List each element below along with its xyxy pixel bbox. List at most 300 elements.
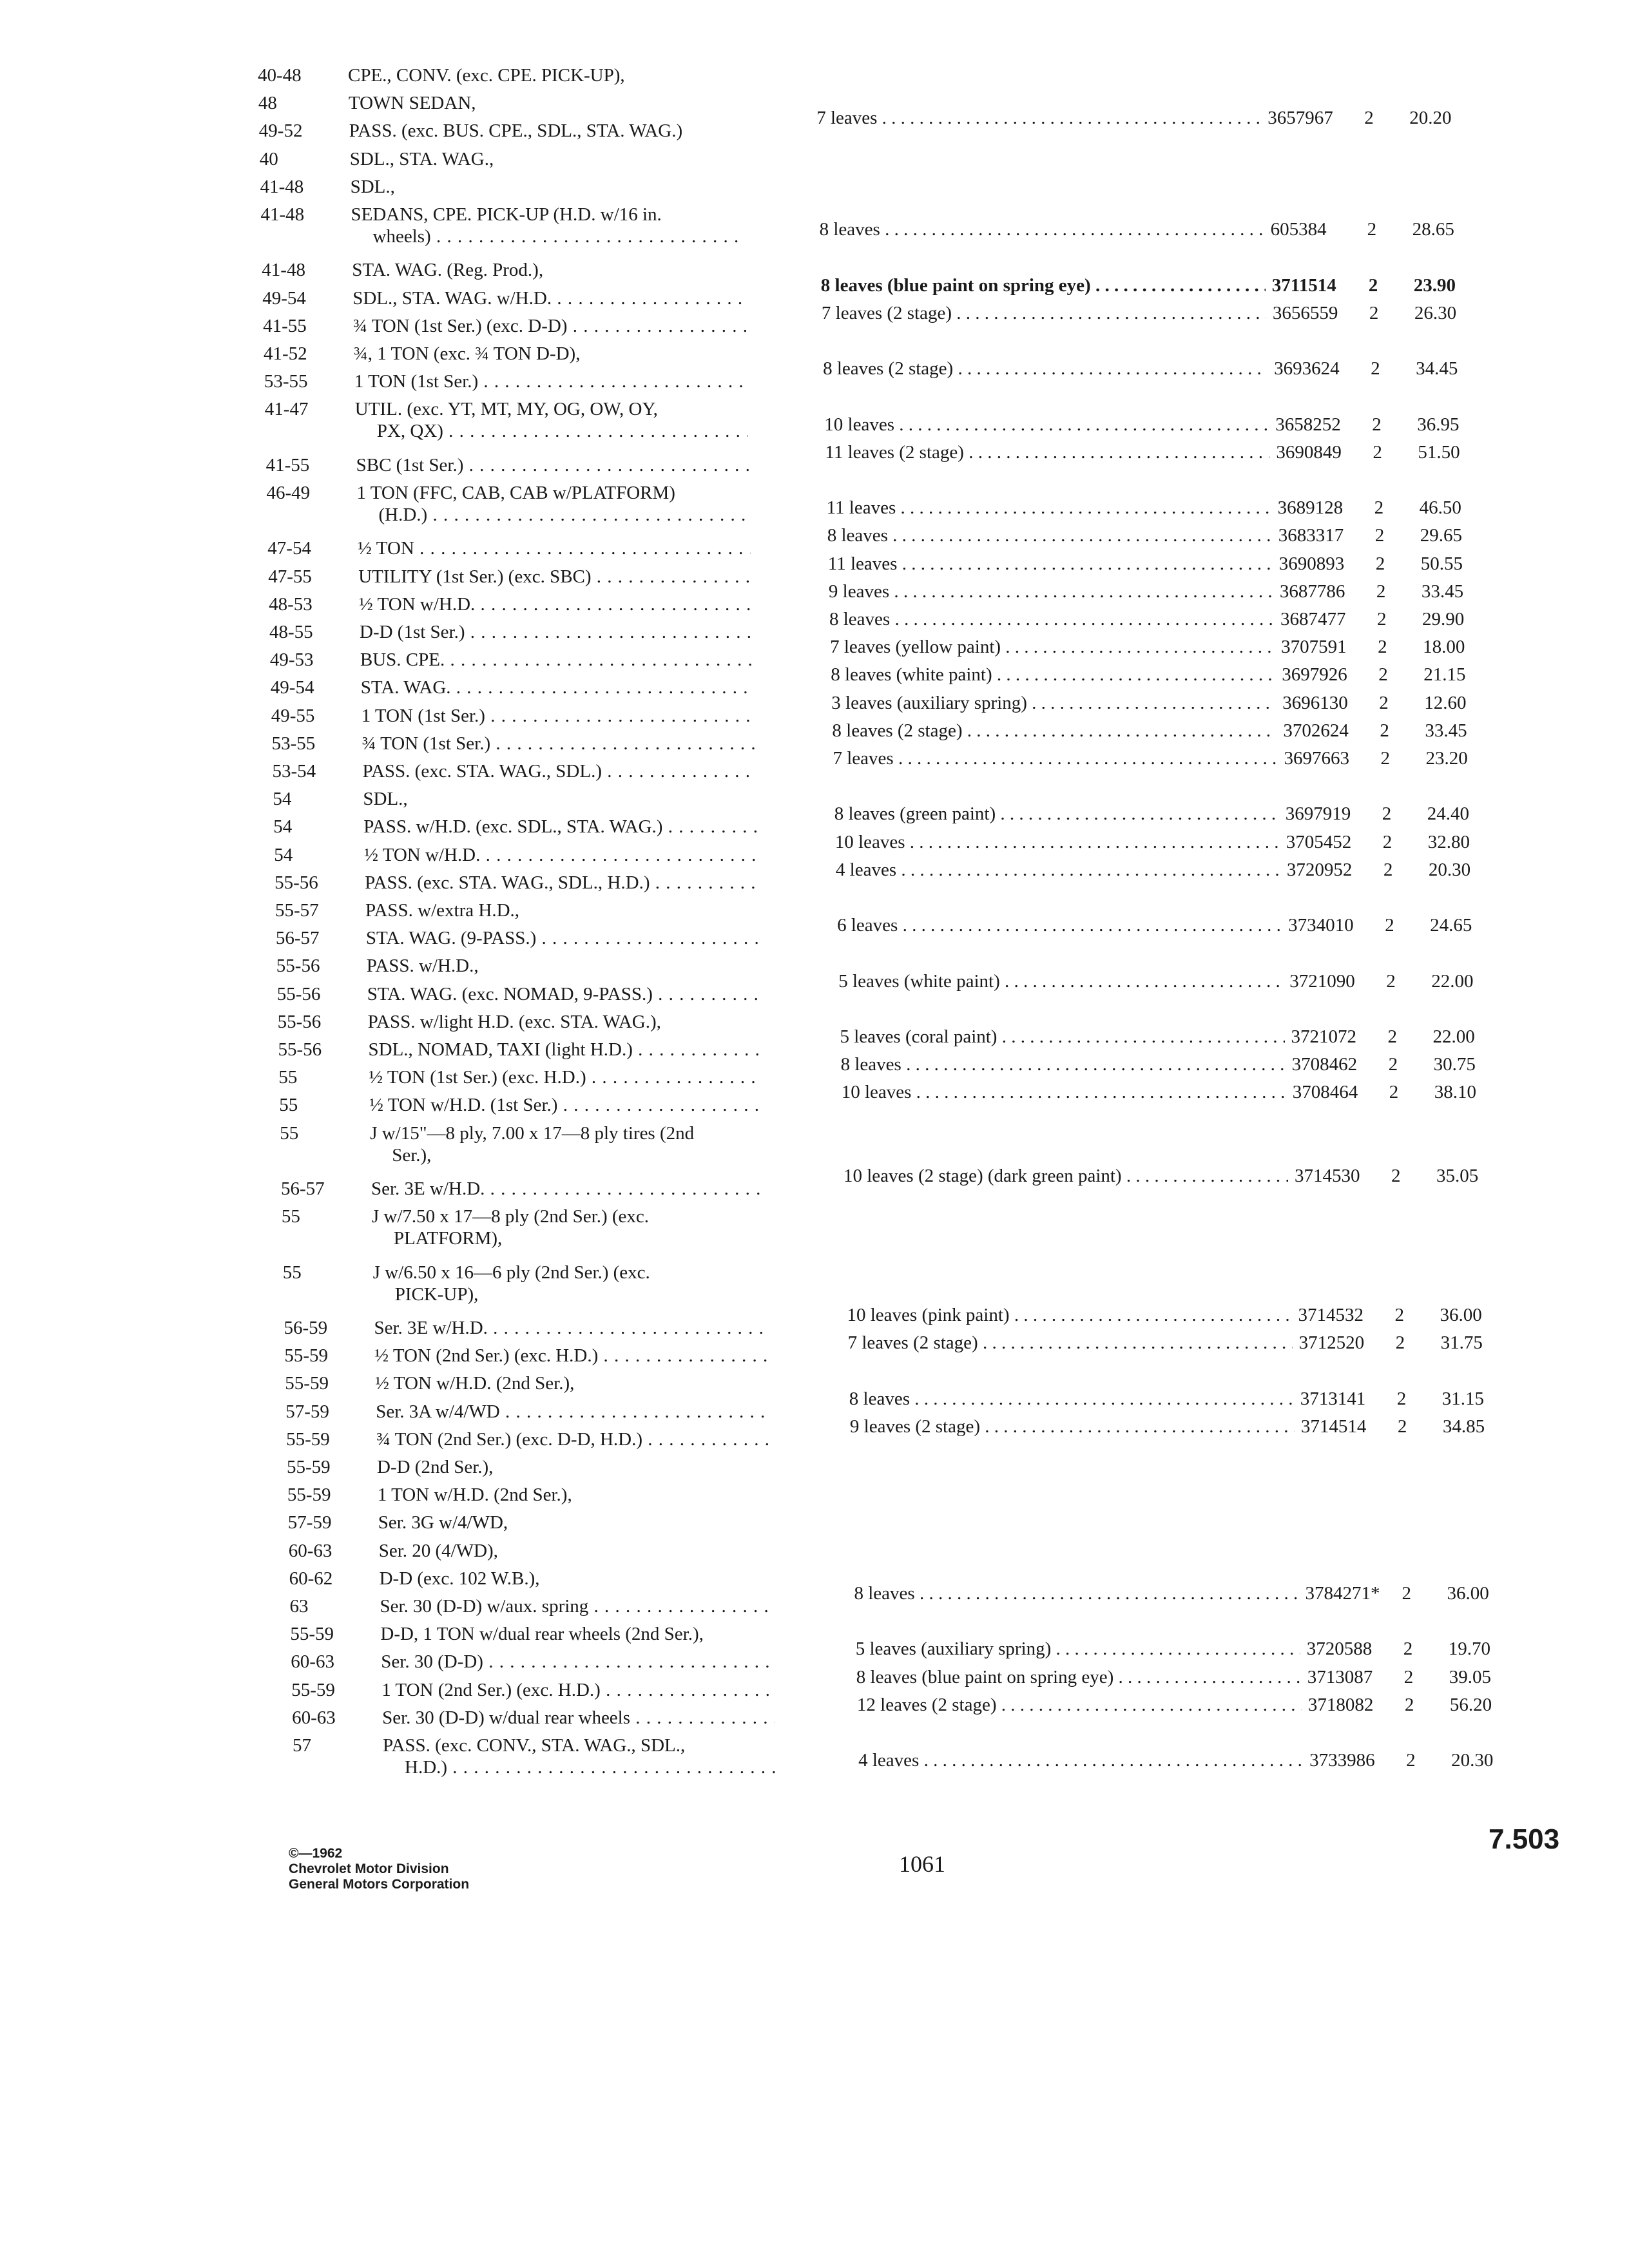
application-description bbox=[377, 1456, 770, 1478]
application-description bbox=[362, 733, 755, 754]
application-description bbox=[354, 343, 747, 365]
model-years: 40 bbox=[259, 148, 278, 169]
leader-dots bbox=[653, 984, 760, 1004]
leader-dots bbox=[483, 1651, 774, 1672]
model-years: 55-56 bbox=[278, 1039, 322, 1060]
spring-description bbox=[858, 1749, 1303, 1771]
leader-dots bbox=[414, 538, 751, 559]
application-description bbox=[380, 1595, 773, 1617]
application-text: D-D (2nd Ser.), bbox=[377, 1457, 494, 1477]
spring-leaves: 10 leaves bbox=[834, 831, 905, 852]
application-row bbox=[279, 1094, 795, 1122]
quantity: 2 bbox=[1385, 915, 1394, 936]
application-description bbox=[378, 1512, 771, 1533]
application-description bbox=[374, 1345, 767, 1367]
quantity: 2 bbox=[1378, 664, 1388, 686]
part-row bbox=[835, 831, 1492, 859]
spring-leaves: 4 leaves bbox=[835, 859, 897, 880]
application-text: STA. WAG. (9-PASS.) bbox=[365, 928, 537, 949]
application-text: ½ TON w/H.D. (2nd Ser.), bbox=[375, 1373, 575, 1394]
spring-leaves: 7 leaves (2 stage) bbox=[847, 1332, 978, 1354]
application-description bbox=[358, 566, 751, 588]
model-years: 53-54 bbox=[272, 761, 316, 782]
leader-dots bbox=[952, 303, 1266, 323]
part-row bbox=[831, 664, 1488, 691]
leader-dots bbox=[500, 1401, 769, 1422]
spring-leaves: 5 leaves (white paint) bbox=[838, 970, 1000, 992]
model-years: 56-57 bbox=[275, 928, 320, 949]
model-years: 60-62 bbox=[289, 1568, 333, 1589]
application-text: SDL., NOMAD, TAXI (light H.D.) bbox=[368, 1039, 633, 1060]
page-number: 1061 bbox=[899, 1851, 945, 1877]
leader-dots bbox=[889, 581, 1273, 602]
model-years: 49-53 bbox=[269, 649, 314, 671]
application-text: PASS. w/H.D. (exc. SDL., STA. WAG.) bbox=[363, 816, 663, 838]
spring-description bbox=[828, 553, 1273, 575]
leader-dots bbox=[1027, 693, 1276, 713]
leader-dots bbox=[910, 1389, 1294, 1409]
application-row bbox=[284, 1317, 800, 1345]
price: 36.00 bbox=[1447, 1583, 1489, 1604]
application-text: ¾, 1 TON (exc. ¾ TON D-D), bbox=[354, 343, 581, 364]
model-years: 55-57 bbox=[275, 900, 319, 921]
application-description bbox=[381, 1679, 775, 1701]
part-row bbox=[850, 1416, 1507, 1443]
leader-dots bbox=[465, 622, 753, 642]
model-years: 63 bbox=[289, 1596, 309, 1617]
application-description bbox=[363, 816, 757, 838]
application-description bbox=[355, 398, 748, 442]
spring-description bbox=[834, 803, 1279, 825]
leader-dots bbox=[1051, 1639, 1300, 1659]
application-description bbox=[380, 1568, 773, 1590]
model-years: 48-53 bbox=[269, 593, 313, 615]
quantity: 2 bbox=[1374, 525, 1385, 546]
price: 19.70 bbox=[1448, 1639, 1490, 1660]
spring-description bbox=[854, 1582, 1299, 1604]
model-years: 54 bbox=[273, 816, 293, 838]
part-row bbox=[857, 1694, 1514, 1722]
model-years: 54 bbox=[274, 844, 293, 865]
application-description bbox=[372, 1206, 765, 1249]
model-years: 41-48 bbox=[260, 176, 304, 197]
application-row bbox=[263, 315, 778, 343]
model-years: 54 bbox=[273, 789, 292, 810]
spring-leaves: 8 leaves bbox=[819, 219, 880, 240]
application-description bbox=[361, 677, 754, 698]
application-text: STA. WAG. (Reg. Prod.), bbox=[352, 260, 544, 281]
leader-dots bbox=[586, 1067, 762, 1088]
price: 20.20 bbox=[1409, 108, 1452, 129]
model-years: 49-52 bbox=[258, 120, 303, 142]
spring-description bbox=[831, 692, 1276, 714]
application-text-continued: Ser.), bbox=[392, 1144, 432, 1166]
part-number: 3697926 bbox=[1282, 664, 1347, 686]
spring-description bbox=[838, 970, 1283, 992]
application-description bbox=[357, 482, 750, 526]
application-row bbox=[289, 1540, 804, 1568]
leader-dots bbox=[997, 1695, 1302, 1715]
part-row bbox=[829, 608, 1487, 636]
application-text: ½ TON w/H.D. bbox=[359, 593, 476, 615]
quantity: 2 bbox=[1391, 1166, 1401, 1186]
price: 39.05 bbox=[1449, 1666, 1492, 1687]
quantity: 2 bbox=[1389, 1082, 1399, 1103]
application-description bbox=[349, 92, 742, 114]
part-number: 3734010 bbox=[1288, 915, 1354, 936]
spring-description bbox=[842, 1081, 1286, 1103]
spring-description bbox=[821, 274, 1266, 296]
application-text: PASS. w/extra H.D., bbox=[365, 900, 520, 921]
part-number: 3713087 bbox=[1307, 1666, 1373, 1687]
application-text: ¾ TON (1st Ser.) bbox=[361, 733, 491, 754]
quantity: 2 bbox=[1382, 803, 1392, 825]
application-row bbox=[288, 1512, 804, 1539]
application-text: PASS. (exc. STA. WAG., SDL., H.D.) bbox=[365, 872, 650, 893]
application-description bbox=[374, 1317, 767, 1339]
quantity: 2 bbox=[1386, 970, 1396, 992]
application-description bbox=[356, 454, 749, 476]
application-text: ½ TON bbox=[358, 538, 414, 559]
application-description bbox=[366, 927, 759, 949]
part-number: 3696130 bbox=[1282, 692, 1348, 713]
application-row bbox=[258, 64, 773, 92]
spring-leaves: 10 leaves (pink paint) bbox=[847, 1305, 1010, 1325]
application-description bbox=[383, 1735, 776, 1778]
spring-leaves: 8 leaves bbox=[854, 1583, 915, 1604]
application-row bbox=[268, 566, 784, 593]
spring-leaves: 8 leaves (2 stage) bbox=[823, 358, 954, 380]
part-row bbox=[825, 441, 1482, 469]
application-text: 1 TON (2nd Ser.) (exc. H.D.) bbox=[381, 1679, 601, 1700]
leader-dots bbox=[475, 594, 752, 615]
application-text: ¾ TON (2nd Ser.) (exc. D-D, H.D.) bbox=[376, 1428, 643, 1450]
corporation-name: General Motors Corporation bbox=[289, 1877, 470, 1892]
application-text: J w/15"—8 ply, 7.00 x 17—8 ply tires (2nd bbox=[370, 1122, 695, 1144]
leader-dots bbox=[598, 1345, 767, 1366]
spring-leaves: 7 leaves (2 stage) bbox=[821, 302, 952, 323]
application-text-continued: H.D.) bbox=[405, 1757, 448, 1778]
price: 36.95 bbox=[1417, 414, 1460, 435]
application-text: ½ TON (2nd Ser.) (exc. H.D.) bbox=[374, 1345, 599, 1367]
quantity: 2 bbox=[1364, 108, 1374, 129]
leader-dots bbox=[1113, 1667, 1301, 1687]
quantity: 2 bbox=[1406, 1750, 1416, 1771]
application-description bbox=[360, 649, 753, 671]
part-number: 3714530 bbox=[1295, 1166, 1360, 1186]
price: 20.30 bbox=[1451, 1750, 1494, 1771]
part-number: 3707591 bbox=[1281, 637, 1347, 658]
price: 30.75 bbox=[1433, 1054, 1476, 1075]
application-text: SDL., bbox=[363, 789, 408, 810]
spring-description bbox=[833, 747, 1278, 769]
spring-description bbox=[832, 720, 1277, 742]
application-row bbox=[262, 287, 778, 315]
application-description bbox=[381, 1651, 774, 1673]
price: 22.00 bbox=[1432, 1026, 1475, 1047]
model-years: 41-48 bbox=[260, 204, 305, 225]
application-description bbox=[353, 315, 746, 337]
application-text: 1 TON (1st Ser.) bbox=[354, 371, 479, 392]
price: 22.00 bbox=[1431, 970, 1474, 992]
price: 12.60 bbox=[1424, 692, 1467, 713]
part-number: 3689128 bbox=[1277, 497, 1344, 519]
application-row bbox=[293, 1735, 808, 1790]
leader-dots bbox=[642, 1429, 769, 1450]
application-text-continued: PLATFORM), bbox=[393, 1228, 503, 1249]
spring-description bbox=[857, 1694, 1302, 1716]
division-name: Chevrolet Motor Division bbox=[289, 1861, 449, 1876]
application-text: UTILITY (1st Ser.) (exc. SBC) bbox=[358, 566, 592, 587]
part-row bbox=[820, 218, 1477, 246]
price: 36.00 bbox=[1440, 1305, 1482, 1325]
model-years: 55 bbox=[281, 1206, 300, 1227]
application-text: Ser. 3A w/4/WD bbox=[376, 1401, 500, 1422]
part-number: 3711514 bbox=[1271, 274, 1336, 296]
application-text: ½ TON (1st Ser.) (exc. H.D.) bbox=[369, 1067, 586, 1088]
leader-dots bbox=[896, 497, 1271, 518]
application-row bbox=[291, 1651, 806, 1678]
application-text: UTIL. (exc. YT, MT, MY, OG, OW, OY, bbox=[354, 399, 658, 420]
application-row bbox=[275, 872, 790, 899]
part-row bbox=[854, 1582, 1512, 1610]
spring-leaves: 8 leaves (white paint) bbox=[831, 664, 992, 686]
price: 29.65 bbox=[1420, 525, 1462, 546]
spring-description bbox=[829, 608, 1274, 630]
part-number: 3721090 bbox=[1289, 970, 1355, 992]
application-text: SDL., STA. WAG., bbox=[349, 148, 494, 169]
model-years: 53-55 bbox=[264, 371, 308, 392]
application-text: D-D (exc. 102 W.B.), bbox=[379, 1568, 540, 1589]
part-row bbox=[824, 414, 1481, 441]
part-row bbox=[841, 1053, 1498, 1081]
application-text: PASS. (exc. STA. WAG., SDL.) bbox=[362, 761, 602, 782]
application-text: SEDANS, CPE. PICK-UP (H.D. w/16 in. bbox=[351, 204, 662, 225]
model-years: 57-59 bbox=[287, 1512, 332, 1533]
spring-description bbox=[856, 1638, 1300, 1660]
application-text: TOWN SEDAN, bbox=[348, 93, 476, 114]
spring-leaves: 10 leaves bbox=[841, 1082, 912, 1103]
leader-dots bbox=[480, 845, 757, 865]
price: 35.05 bbox=[1436, 1166, 1479, 1186]
spring-description bbox=[830, 636, 1275, 658]
spring-leaves: 8 leaves bbox=[849, 1388, 911, 1409]
spring-leaves: 7 leaves bbox=[816, 108, 878, 129]
application-text: Ser. 3E w/H.D. bbox=[374, 1318, 488, 1338]
spring-description bbox=[816, 107, 1261, 129]
application-text: 1 TON w/H.D. (2nd Ser.), bbox=[377, 1485, 572, 1506]
quantity: 2 bbox=[1377, 609, 1387, 629]
application-description bbox=[369, 1094, 762, 1116]
spring-leaves: 8 leaves (2 stage) bbox=[832, 720, 963, 741]
application-description bbox=[351, 176, 744, 198]
application-description bbox=[360, 621, 753, 643]
leader-dots bbox=[1122, 1166, 1288, 1186]
part-row bbox=[821, 274, 1478, 302]
leader-dots bbox=[478, 371, 747, 392]
leader-dots bbox=[1001, 637, 1275, 657]
leader-dots bbox=[602, 761, 756, 782]
part-number: 605384 bbox=[1270, 219, 1327, 240]
quantity: 2 bbox=[1383, 859, 1393, 880]
spring-description bbox=[823, 358, 1268, 380]
application-description bbox=[365, 899, 758, 921]
application-description bbox=[363, 788, 756, 810]
spring-leaves: 8 leaves bbox=[840, 1054, 901, 1075]
application-text-continued: (H.D.) bbox=[378, 505, 428, 525]
application-text: Ser. 20 (4/WD), bbox=[378, 1540, 498, 1561]
part-number: 3690849 bbox=[1276, 441, 1342, 463]
model-years: 60-63 bbox=[291, 1651, 334, 1673]
part-number: 3656559 bbox=[1272, 302, 1338, 323]
spring-description bbox=[827, 524, 1272, 546]
model-years: 55-56 bbox=[276, 983, 321, 1004]
model-years: 40-48 bbox=[258, 65, 302, 86]
application-row bbox=[270, 649, 786, 677]
application-description bbox=[350, 148, 743, 170]
application-row bbox=[285, 1401, 801, 1428]
spring-leaves: 6 leaves bbox=[837, 915, 898, 936]
application-row bbox=[267, 537, 783, 565]
copyright-block bbox=[289, 1846, 469, 1892]
model-years: 55 bbox=[278, 1067, 298, 1088]
spring-leaves: 5 leaves (auxiliary spring) bbox=[855, 1639, 1052, 1660]
price: 33.45 bbox=[1421, 581, 1464, 602]
spring-description bbox=[848, 1332, 1293, 1354]
leader-dots bbox=[633, 1039, 762, 1060]
spring-description bbox=[837, 914, 1282, 936]
part-number: 3718082 bbox=[1307, 1694, 1374, 1715]
leader-dots bbox=[601, 1680, 775, 1700]
price: 38.10 bbox=[1434, 1082, 1476, 1103]
model-years: 55-59 bbox=[291, 1679, 335, 1700]
application-text-continued: PICK-UP), bbox=[394, 1283, 479, 1305]
spring-description bbox=[849, 1388, 1294, 1410]
part-number: 3657967 bbox=[1268, 108, 1333, 129]
part-row bbox=[836, 859, 1493, 887]
spring-leaves: 7 leaves bbox=[833, 748, 894, 769]
quantity: 2 bbox=[1382, 831, 1393, 852]
part-row bbox=[816, 107, 1474, 135]
price: 32.80 bbox=[1427, 831, 1470, 852]
application-text: PASS. (exc. CONV., STA. WAG., SDL., bbox=[383, 1735, 686, 1756]
quantity: 2 bbox=[1402, 1583, 1411, 1604]
application-text: SBC (1st Ser.) bbox=[356, 454, 464, 476]
model-years: 57-59 bbox=[285, 1401, 329, 1422]
application-row bbox=[290, 1623, 805, 1651]
leader-dots bbox=[662, 816, 757, 837]
model-years: 49-54 bbox=[262, 287, 306, 309]
leader-dots bbox=[898, 915, 1282, 936]
part-number: 3712520 bbox=[1298, 1332, 1365, 1354]
part-row bbox=[822, 302, 1479, 330]
part-number: 3690893 bbox=[1278, 553, 1345, 574]
application-row bbox=[287, 1456, 802, 1484]
price: 28.65 bbox=[1412, 219, 1454, 240]
application-row bbox=[278, 1039, 794, 1066]
quantity: 2 bbox=[1404, 1694, 1414, 1715]
price: 46.50 bbox=[1419, 497, 1461, 519]
application-description bbox=[348, 64, 741, 86]
application-row bbox=[275, 899, 791, 927]
quantity: 2 bbox=[1367, 219, 1377, 240]
application-row bbox=[259, 120, 775, 148]
leader-dots bbox=[890, 609, 1274, 629]
leader-dots bbox=[992, 664, 1276, 685]
section-number: 7.503 bbox=[1489, 1823, 1560, 1855]
model-years: 46-49 bbox=[266, 483, 311, 503]
price: 21.15 bbox=[1423, 664, 1466, 686]
quantity: 2 bbox=[1380, 720, 1389, 741]
part-number: 3720588 bbox=[1306, 1639, 1373, 1660]
model-years: 48 bbox=[258, 93, 277, 114]
part-number: 3658252 bbox=[1275, 414, 1341, 435]
price: 56.20 bbox=[1449, 1694, 1492, 1715]
spring-leaves: 12 leaves (2 stage) bbox=[856, 1694, 997, 1715]
application-row bbox=[273, 760, 788, 788]
application-row bbox=[264, 370, 780, 398]
application-description bbox=[376, 1401, 769, 1423]
application-description bbox=[370, 1122, 763, 1166]
part-number: 3708464 bbox=[1292, 1082, 1358, 1103]
quantity: 2 bbox=[1395, 1332, 1405, 1354]
application-row bbox=[267, 482, 782, 537]
application-text: D-D (1st Ser.) bbox=[360, 622, 465, 642]
spring-description bbox=[824, 414, 1269, 436]
part-row bbox=[831, 692, 1489, 720]
leader-dots bbox=[588, 1596, 773, 1617]
application-row bbox=[266, 454, 782, 482]
leader-dots bbox=[894, 414, 1269, 435]
part-number: 3713141 bbox=[1300, 1388, 1366, 1409]
model-years: 49-54 bbox=[270, 677, 314, 698]
application-row bbox=[282, 1206, 797, 1261]
application-row bbox=[278, 1011, 793, 1039]
model-years: 47-55 bbox=[268, 566, 312, 587]
spring-leaves: 10 leaves bbox=[824, 414, 895, 435]
spring-leaves: 11 leaves bbox=[826, 497, 896, 519]
application-text-continued: wheels) bbox=[372, 226, 431, 247]
spring-leaves: 9 leaves (2 stage) bbox=[849, 1416, 980, 1437]
model-years: 55 bbox=[279, 1095, 298, 1116]
leader-dots bbox=[919, 1750, 1303, 1771]
model-years: 41-52 bbox=[264, 343, 307, 364]
spring-description bbox=[825, 441, 1269, 463]
part-number: 3683317 bbox=[1278, 525, 1344, 546]
application-text: SDL., STA. WAG. w/H.D. bbox=[352, 287, 552, 309]
application-text: STA. WAG. (exc. NOMAD, 9-PASS.) bbox=[367, 983, 653, 1004]
application-description bbox=[358, 537, 751, 559]
leader-dots bbox=[997, 1026, 1284, 1047]
spring-leaves: 11 leaves (2 stage) bbox=[825, 441, 964, 463]
part-row bbox=[829, 581, 1486, 608]
application-row bbox=[262, 259, 777, 287]
application-row bbox=[289, 1568, 805, 1595]
leader-dots bbox=[953, 358, 1268, 379]
spring-leaves: 11 leaves bbox=[827, 553, 898, 574]
application-text: CPE., CONV. (exc. CPE. PICK-UP), bbox=[348, 65, 625, 86]
part-row bbox=[830, 636, 1487, 664]
application-description bbox=[380, 1623, 773, 1645]
part-row bbox=[827, 524, 1485, 552]
price: 50.55 bbox=[1420, 553, 1463, 574]
price: 24.65 bbox=[1430, 915, 1472, 936]
spring-leaves: 7 leaves (yellow paint) bbox=[830, 637, 1001, 658]
application-description bbox=[379, 1540, 772, 1562]
part-row bbox=[837, 914, 1494, 942]
part-number: 3693624 bbox=[1274, 358, 1340, 380]
model-years: 47-54 bbox=[267, 538, 311, 559]
